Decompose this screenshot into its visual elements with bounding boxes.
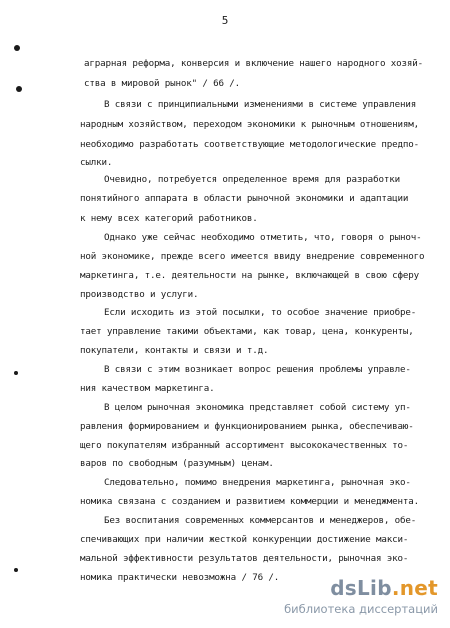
watermark-logo [248, 576, 438, 622]
text-line: ния качеством маркетинга. [80, 383, 215, 394]
text-line: номика связана с созданием и развитием коммерции и менеджмента. [80, 496, 420, 507]
punch-hole-mark [14, 371, 18, 375]
text-line: к нему всех категорий работников. [80, 213, 258, 224]
text-line: производство и услуги. [80, 289, 199, 300]
text-line: маркетинга, т.е. деятельности на рынке, включающей в свою сферу [80, 270, 420, 281]
text-line: покупатели, контакты и связи и т.д. [80, 345, 269, 356]
text-line: понятийного аппарата в области рыночной экономики и адаптации [80, 193, 409, 204]
text-line: мальной эффективности результатов деятельности, рыночная эко- [80, 553, 409, 564]
text-line: ной экономике, прежде всего имеется ввиду внедрение современного [80, 251, 425, 262]
text-line: равления формированием и функционированием рынка, обеспечиваю- [80, 421, 414, 432]
text-line: Без воспитания современных коммерсантов и менеджеров, обе- [104, 515, 417, 526]
text-line: народным хозяйством, переходом экономики к рыночным отношениям, [80, 119, 420, 130]
text-line: Следовательно, помимо внедрения маркетинга, рыночная эко- [104, 477, 411, 488]
text-line: Если исходить из этой посылки, то особое значение приобре- [104, 307, 417, 318]
punch-hole-mark [16, 86, 22, 92]
text-line: щего покупателям избранный ассортимент высококачественных то- [80, 440, 409, 451]
text-line: В целом рыночная экономика представляет собой систему уп- [104, 402, 411, 413]
punch-hole-mark [14, 568, 18, 572]
text-line: В связи с этим возникает вопрос решения проблемы управле- [104, 364, 411, 375]
watermark-brand [330, 576, 438, 600]
text-line: необходимо разработать соответствующие методологические предпо- [80, 139, 420, 150]
text-line: варов по свободным (разумным) ценам. [80, 458, 274, 469]
text-line: Однако уже сейчас необходимо отметить, что, говоря о рыноч- [104, 232, 422, 243]
punch-hole-mark [14, 45, 20, 51]
text-line: ства в мировой рынок" / 66 /. [84, 78, 241, 89]
text-line: тает управление такими объектами, как товар, цена, конкуренты, [80, 326, 414, 337]
text-line: Очевидно, потребуется определенное время для разработки [104, 174, 400, 185]
text-line: номика практически невозможна / 76 /. [80, 572, 280, 583]
page-number: 5 [221, 14, 229, 27]
text-line: аграрная реформа, конверсия и включение нашего народного хозяй- [84, 58, 424, 69]
text-line: сылки. [80, 157, 113, 168]
watermark-brand-accent: .net [391, 576, 438, 600]
watermark-brand-main: dsLib [330, 576, 392, 600]
watermark-subtitle: библиотека диссертаций [284, 602, 438, 616]
text-line: В связи с принципиальными изменениями в системе управления [104, 99, 417, 110]
text-line: спечивающих при наличии жесткой конкуренции достижение макси- [80, 534, 409, 545]
